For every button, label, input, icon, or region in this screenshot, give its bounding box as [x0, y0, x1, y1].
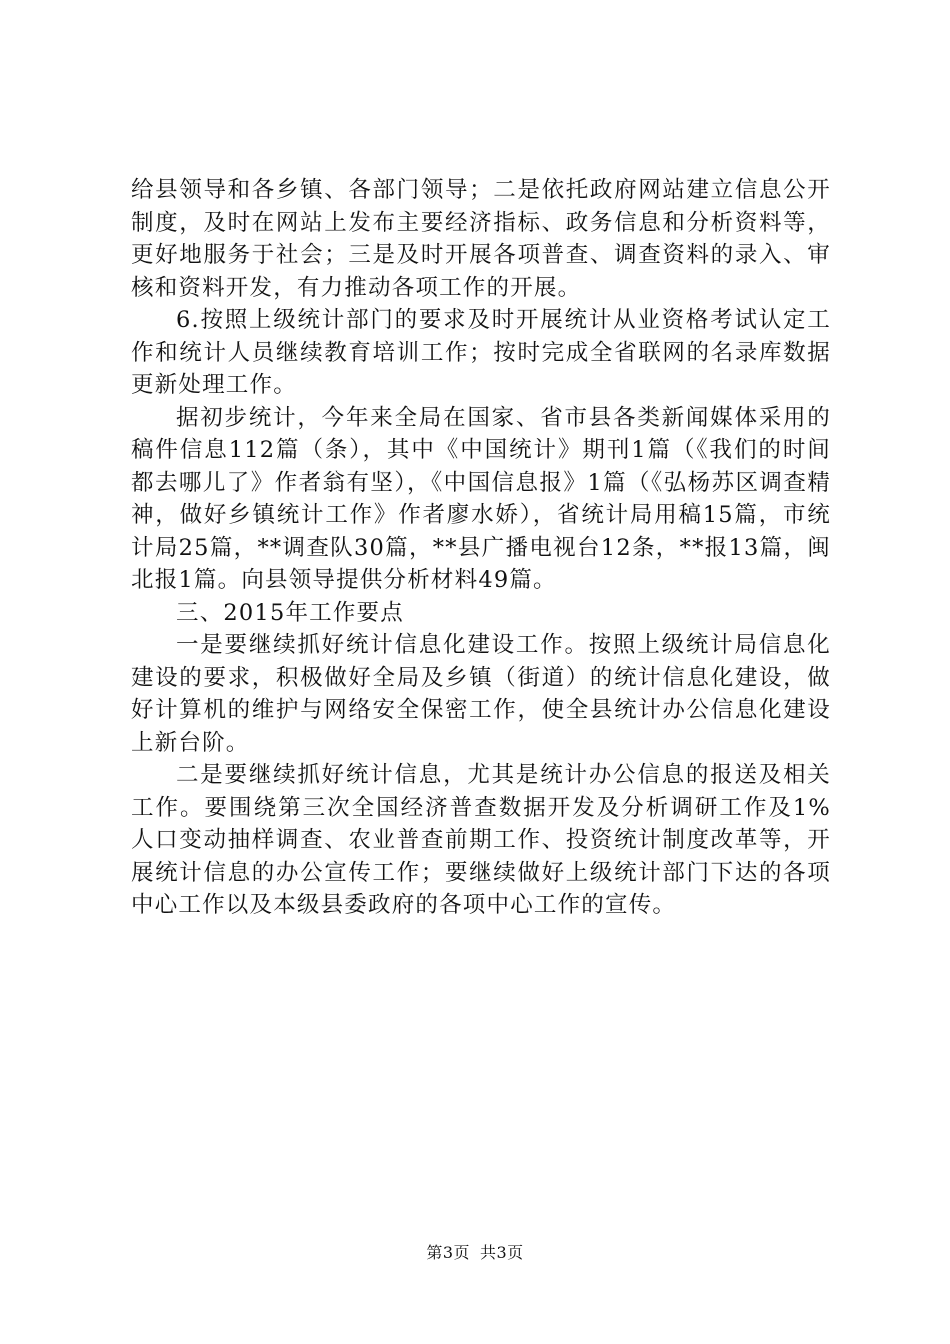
- document-body: [131, 174, 831, 922]
- section-heading: 三、2015年工作要点: [176, 599, 404, 626]
- paragraph-2: 6.按照上级统计部门的要求及时开展统计从业资格考试认定工作和统计人员继续教育培训工作；按时完成全省联网的名录库数据更新处理工作。: [131, 307, 831, 398]
- paragraph-3: 据初步统计，今年来全局在国家、省市县各类新闻媒体采用的稿件信息112篇（条），其中《中国统计》期刊1篇（《我们的时间都去哪儿了》作者翁有坚），《中国信息报》1篇（《弘杨苏区调查精神，做好乡镇统计工作》作者廖水娇），省统计局用稿15篇，市统计局25篇，**调查队30篇，**县广播电视台12条，**报13篇，闽北报1篇。向县领导提供分析材料49篇。: [131, 404, 831, 593]
- paragraph-4: 一是要继续抓好统计信息化建设工作。按照上级统计局信息化建设的要求，积极做好全局及乡镇（街道）的统计信息化建设，做好计算机的维护与网络安全保密工作，使全县统计办公信息化建设上新台阶。: [131, 632, 831, 756]
- page-total: 共3页: [480, 1243, 524, 1262]
- paragraph-5: 二是要继续抓好统计信息，尤其是统计办公信息的报送及相关工作。要围绕第三次全国经济普查数据开发及分析调研工作及1%人口变动抽样调查、农业普查前期工作、投资统计制度改革等，开展统计信息的办公宣传工作；要继续做好上级统计部门下达的各项中心工作以及本级县委政府的各项中心工作的宣传。: [131, 762, 831, 918]
- paragraph-1: 给县领导和各乡镇、各部门领导；二是依托政府网站建立信息公开制度，及时在网站上发布主要经济指标、政务信息和分析资料等，更好地服务于社会；三是及时开展各项普查、调查资料的录入、审核和资料开发，有力推动各项工作的开展。: [131, 177, 831, 301]
- page-footer: [0, 1243, 950, 1263]
- page-number: 第3页: [426, 1243, 470, 1262]
